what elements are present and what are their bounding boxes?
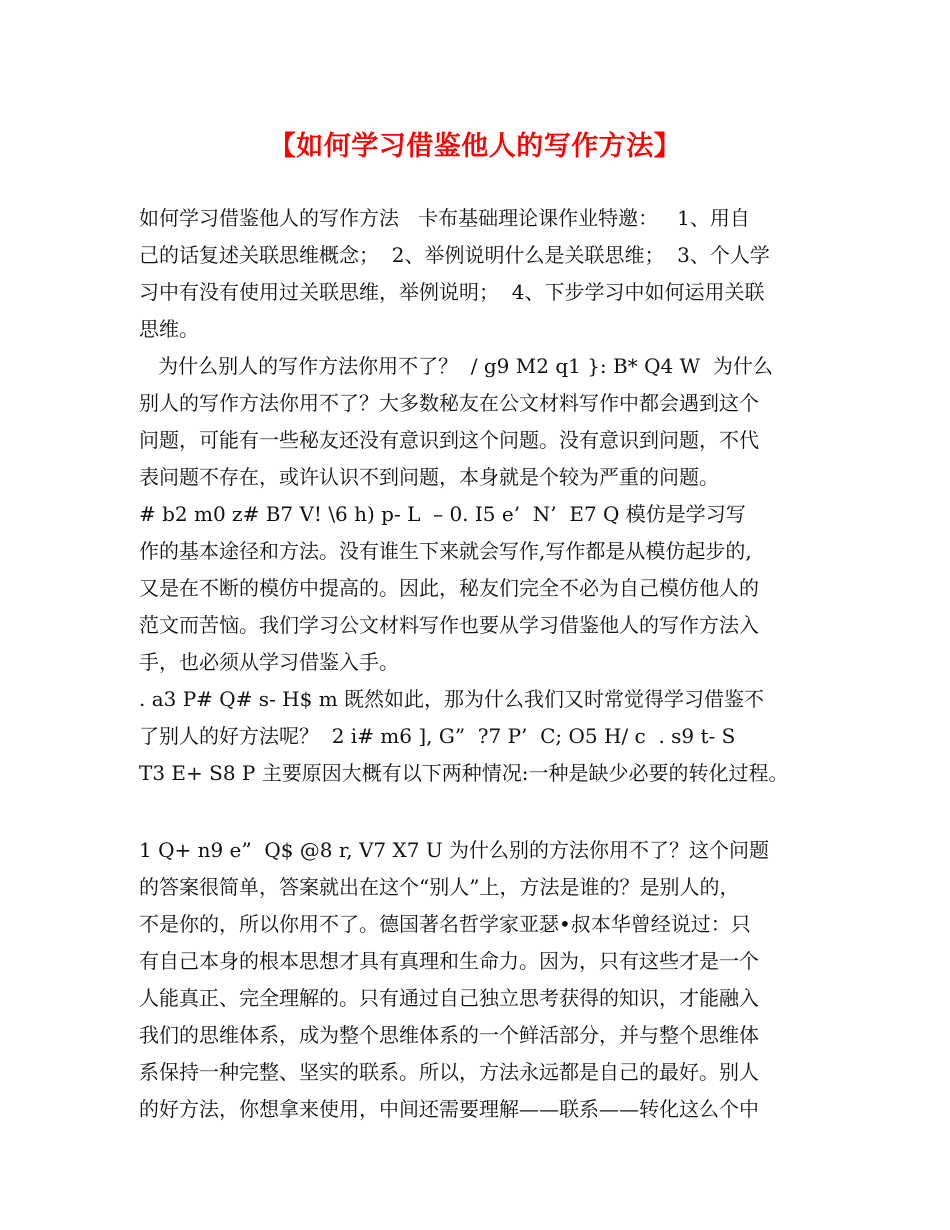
body-line: 如何学习借鉴他人的写作方法 卡布基础理论课作业特邀： 1、用自 (139, 206, 750, 230)
body-line: 为什么别人的写作方法你用不了？ / g9 M2 q1 }: B* Q4 W 为什么 (139, 354, 773, 378)
document-title: 【如何学习借鉴他人的写作方法】 (268, 131, 682, 162)
body-line: 己的话复述关联思维概念； 2、举例说明什么是关联思维； 3、个人学 (139, 243, 770, 267)
body-line: 问题，可能有一些秘友还没有意识到这个问题。没有意识到问题，不代 (139, 428, 759, 452)
body-line: 范文而苦恼。我们学习公文材料写作也要从学习借鉴他人的写作方法入 (139, 613, 759, 637)
body-line: # b2 m0 z# B7 V! \6 h) p- L – 0. I5 e’ N’ E7 Q 模仿是学习写 (139, 502, 746, 526)
paragraph-spacer (139, 792, 829, 832)
body-line: 作的基本途径和方法。没有谁生下来就会写作,写作都是从模仿起步的, (139, 539, 752, 563)
body-line: . a3 P# Q# s- H$ m 既然如此，那为什么我们又时常觉得学习借鉴不 (139, 687, 765, 711)
body-line: 1 Q+ n9 e” Q$ @8 r, V7 X7 U 为什么别的方法你用不了？这个问题 (139, 838, 770, 862)
body-line: 有自己本身的根本思想才具有真理和生命力。因为，只有这些才是一个 (139, 949, 759, 973)
body-line: 我们的思维体系，成为整个思维体系的一个鲜活部分，并与整个思维体 (139, 1023, 759, 1047)
body-line: 系保持一种完整、坚实的联系。所以，方法永远都是自己的最好。别人 (139, 1060, 759, 1084)
document-body (139, 200, 829, 1128)
body-line: 习中有没有使用过关联思维，举例说明； 4、下步学习中如何运用关联 (139, 280, 765, 304)
body-line: 的好方法，你想拿来使用，中间还需要理解——联系——转化这么个中 (139, 1097, 759, 1121)
body-line: T3 E+ S8 P 主要原因大概有以下两种情况:一种是缺少必要的转化过程。 (139, 761, 789, 785)
body-line: 手，也必须从学习借鉴入手。 (139, 650, 399, 674)
body-line: 表问题不存在，或许认识不到问题，本身就是个较为严重的问题。 (139, 465, 719, 489)
body-line: 又是在不断的模仿中提高的。因此，秘友们完全不必为自己模仿他人的 (139, 576, 759, 600)
body-line: 人能真正、完全理解的。只有通过自己独立思考获得的知识，才能融入 (139, 986, 759, 1010)
body-line: 的答案很简单，答案就出在这个“别人”上，方法是谁的？是别人的， (139, 875, 740, 899)
body-line: 别人的写作方法你用不了？大多数秘友在公文材料写作中都会遇到这个 (139, 391, 759, 415)
body-line: 思维。 (139, 317, 199, 341)
body-line: 不是你的，所以你用不了。德国著名哲学家亚瑟•叔本华曾经说过：只 (139, 912, 751, 936)
body-line: 了别人的好方法呢？ 2 i# m6 ], G” ?7 P’ C; O5 H/ c . s9 t- S (139, 724, 736, 748)
